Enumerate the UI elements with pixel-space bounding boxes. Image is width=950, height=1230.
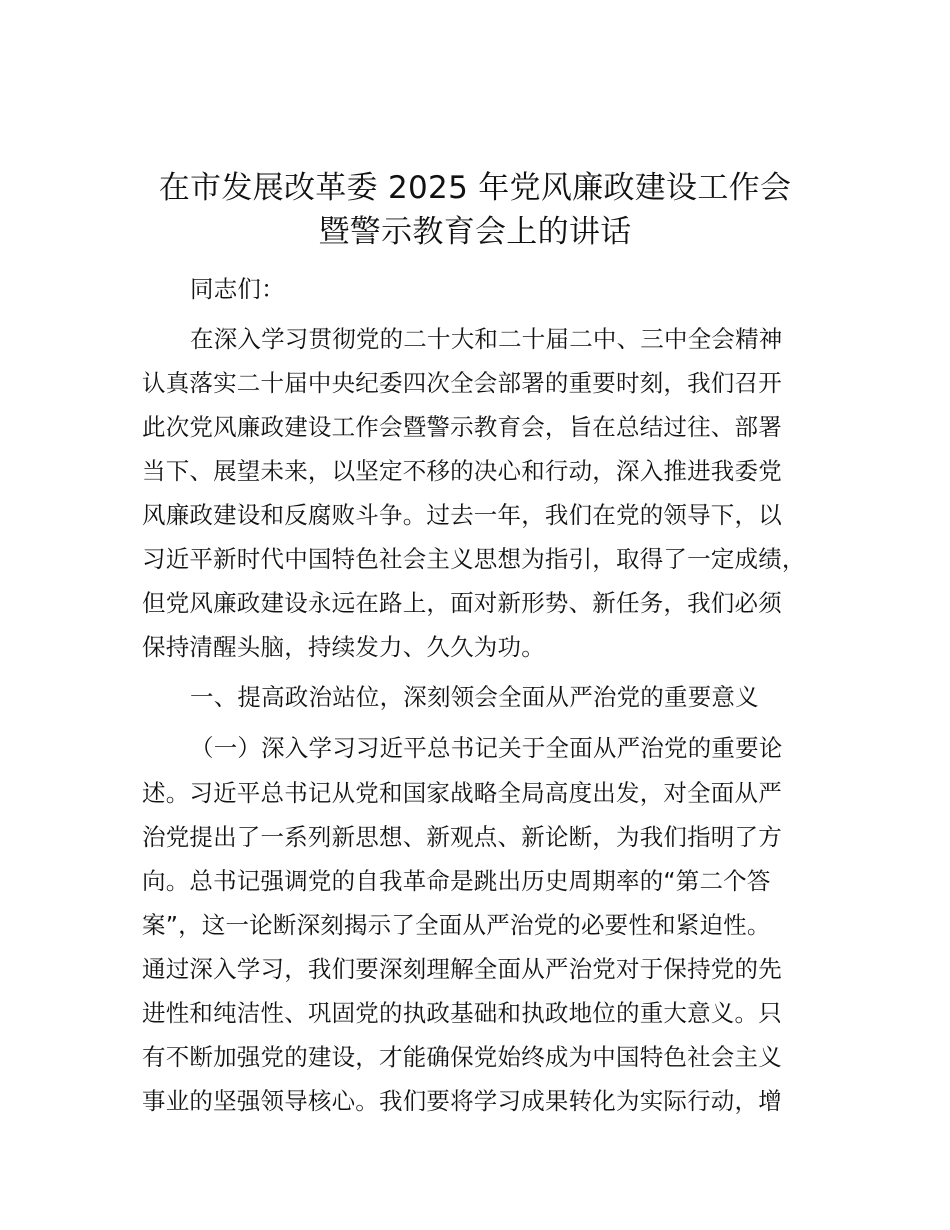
subsection-line: 有不断加强党的建设，才能确保党始终成为中国特色社会主义 (142, 1043, 782, 1071)
salutation: 同志们： (190, 275, 285, 303)
subsection-line: 事业的坚强领导核心。我们要将学习成果转化为实际行动，增 (142, 1087, 782, 1115)
section-heading: 一、提高政治站位，深刻领会全面从严治党的重要意义 (190, 683, 759, 711)
subsection-line: 通过深入学习，我们要深刻理解全面从严治党对于保持党的先 (142, 955, 782, 983)
subsection-line: 向。总书记强调党的自我革命是跳出历史周期率的“第二个答 (142, 867, 771, 895)
subsection-line: 述。习近平总书记从党和国家战略全局高度出发，对全面从严 (142, 779, 782, 807)
intro-line: 保持清醒头脑，持续发力、久久为功。 (142, 633, 545, 661)
intro-line: 习近平新时代中国特色社会主义思想为指引，取得了一定成绩， (142, 545, 806, 573)
intro-line: 风廉政建设和反腐败斗争。过去一年，我们在党的领导下，以 (142, 501, 782, 529)
intro-line: 当下、展望未来，以坚定不移的决心和行动，深入推进我委党 (142, 457, 782, 485)
intro-line: 在深入学习贯彻党的二十大和二十届二中、三中全会精神 (190, 325, 783, 353)
document-title-line-2: 暨警示教育会上的讲话 (318, 214, 632, 250)
subsection-line: （一）深入学习习近平总书记关于全面从严治党的重要论 (190, 734, 783, 762)
intro-line: 此次党风廉政建设工作会暨警示教育会，旨在总结过往、部署 (142, 413, 782, 441)
subsection-line: 治党提出了一系列新思想、新观点、新论断，为我们指明了方 (142, 823, 782, 851)
subsection-line: 案”，这一论断深刻揭示了全面从严治党的必要性和紧迫性。 (142, 911, 771, 939)
intro-line: 认真落实二十届中央纪委四次全会部署的重要时刻，我们召开 (142, 369, 782, 397)
subsection-line: 进性和纯洁性、巩固党的执政基础和执政地位的重大意义。只 (142, 999, 782, 1027)
intro-line: 但党风廉政建设永远在路上，面对新形势、新任务，我们必须 (142, 589, 782, 617)
document-title-line-1: 在市发展改革委 2025 年党风廉政建设工作会 (158, 170, 792, 206)
